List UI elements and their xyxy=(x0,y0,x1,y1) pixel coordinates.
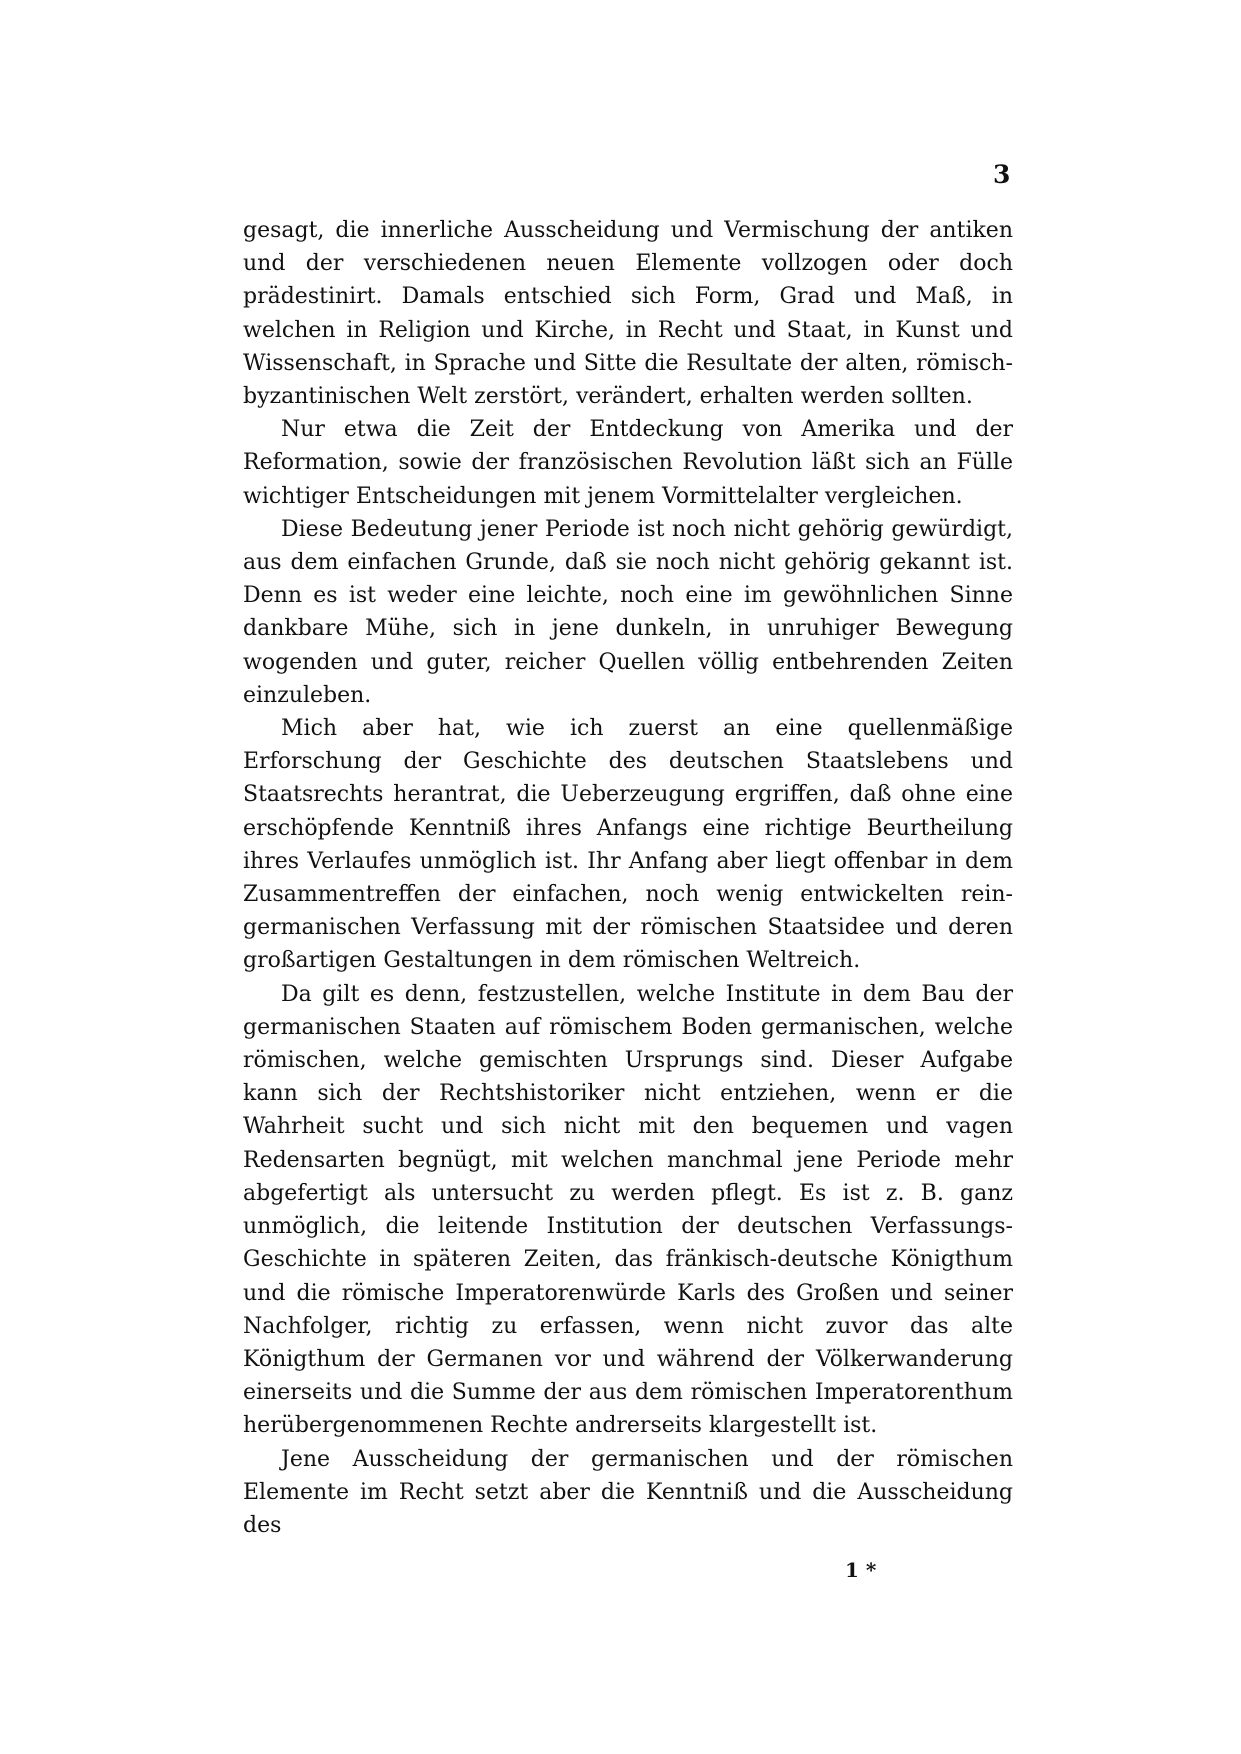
page-number: 3 xyxy=(993,160,1011,189)
paragraph: gesagt, die innerliche Ausscheidung und Vermischung der antiken und der verschiedenen neuen Elemente vollzogen oder doch prädestinirt. Damals entschied sich Form, Grad und Maß, in welchen in Religion und Kirche, in Recht und Staat, in Kunst und Wissenschaft, in Sprache und Sitte die Resultate der alten, römisch-byzantinischen Welt zerstört, verändert, erhalten werden sollten. xyxy=(243,218,1013,410)
paragraph: Da gilt es denn, festzustellen, welche Institute in dem Bau der germanischen Staaten auf römischem Boden germanischen, welche römischen, welche gemischten Ursprungs sind. Dieser Aufgabe kann sich der Rechtshistoriker nicht entziehen, wenn er die Wahrheit sucht und sich nicht mit den bequemen und vagen Redensarten begnügt, mit welchen manchmal jene Periode mehr abgefertigt als untersucht zu werden pflegt. Es ist z. B. ganz unmöglich, die leitende Institution der deutschen Verfassungs-Geschichte in späteren Zeiten, das fränkisch-deutsche Königthum und die römische Imperatorenwürde Karls des Großen und seiner Nachfolger, richtig zu erfassen, wenn nicht zuvor das alte Königthum der Germanen vor und während der Völkerwanderung einerseits und die Summe der aus dem römischen Imperatorenthum herübergenommenen Rechte andrerseits klargestellt ist. xyxy=(243,981,1013,1439)
signature-mark: 1 * xyxy=(845,1558,877,1582)
body-text xyxy=(243,214,1013,1542)
paragraph: Mich aber hat, wie ich zuerst an eine quellenmäßige Erforschung der Geschichte des deutschen Staatslebens und Staatsrechts herantrat, die Ueberzeugung ergriffen, daß ohne eine erschöpfende Kenntniß ihres Anfangs eine richtige Beurtheilung ihres Verlaufes unmöglich ist. Ihr Anfang aber liegt offenbar in dem Zusammentreffen der einfachen, noch wenig entwickelten rein-germanischen Verfassung mit der römischen Staatsidee und deren großartigen Gestaltungen in dem römischen Weltreich. xyxy=(243,716,1013,974)
paragraph: Diese Bedeutung jener Periode ist noch nicht gehörig gewürdigt, aus dem einfachen Grunde, daß sie noch nicht gehörig gekannt ist. Denn es ist weder eine leichte, noch eine im gewöhnlichen Sinne dankbare Mühe, sich in jene dunkeln, in unruhiger Bewegung wogenden und guter, reicher Quellen völlig entbehrenden Zeiten einzuleben. xyxy=(243,516,1013,708)
paragraph: Nur etwa die Zeit der Entdeckung von Amerika und der Reformation, sowie der französischen Revolution läßt sich an Fülle wichtiger Entscheidungen mit jenem Vormittelalter vergleichen. xyxy=(243,417,1013,509)
paragraph: Jene Ausscheidung der germanischen und der römischen Elemente im Recht setzt aber die Kenntniß und die Ausscheidung des xyxy=(243,1446,1013,1538)
